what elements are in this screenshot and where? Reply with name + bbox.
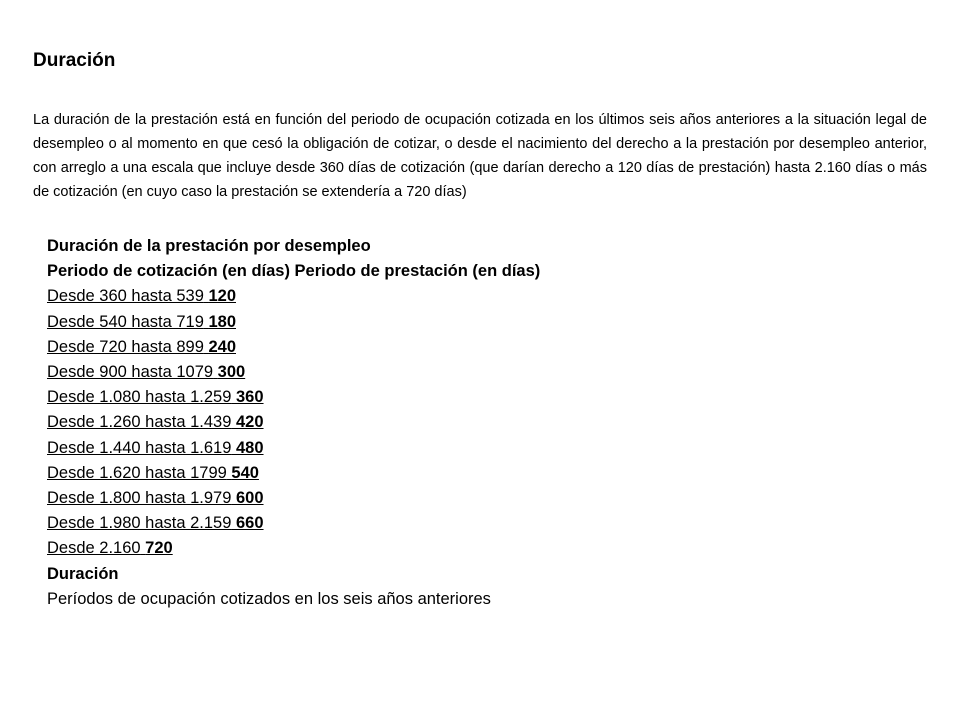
- table-row: [47, 410, 747, 435]
- footer-text: Períodos de ocupación cotizados en los seis años anteriores: [47, 589, 491, 608]
- table-row-link[interactable]: [47, 338, 236, 356]
- table-row: [47, 284, 747, 309]
- row-period: Desde 1.080 hasta 1.259: [47, 388, 232, 407]
- row-period: Desde 1.800 hasta 1.979: [47, 489, 232, 508]
- table-row-link[interactable]: [47, 439, 264, 457]
- table-row-link[interactable]: [47, 413, 264, 431]
- row-days: 420: [236, 413, 264, 432]
- table-row: [47, 360, 747, 385]
- row-days: 720: [145, 539, 173, 558]
- table-row-link[interactable]: [47, 464, 259, 482]
- row-period: Desde 1.260 hasta 1.439: [47, 413, 232, 432]
- row-period: Desde 1.440 hasta 1.619: [47, 438, 232, 457]
- table-row: [47, 436, 747, 461]
- table-row-link[interactable]: [47, 363, 245, 381]
- table-row-link[interactable]: [47, 313, 236, 331]
- row-period: Desde 2.160: [47, 539, 141, 558]
- footer-label: Duración: [47, 564, 119, 583]
- table-row: [47, 310, 747, 335]
- page-title: Duración: [33, 50, 116, 71]
- row-days: 660: [236, 514, 264, 533]
- table-row: [47, 335, 747, 360]
- table-row: [47, 461, 747, 486]
- table-header: Periodo de cotización (en días) Periodo de prestación (en días): [47, 262, 541, 281]
- row-period: Desde 540 hasta 719: [47, 312, 204, 331]
- table-row: [47, 486, 747, 511]
- table-row: [47, 536, 747, 561]
- row-days: 360: [236, 388, 264, 407]
- table-caption: Duración de la prestación por desempleo: [47, 237, 371, 255]
- row-days: 240: [208, 337, 236, 356]
- table-row-link[interactable]: [47, 514, 264, 532]
- row-days: 600: [236, 489, 264, 508]
- row-days: 540: [231, 463, 259, 482]
- table-row: [47, 511, 747, 536]
- table-row: [47, 385, 747, 410]
- row-period: Desde 1.980 hasta 2.159: [47, 514, 232, 533]
- table-row-link[interactable]: [47, 539, 173, 557]
- intro-paragraph: La duración de la prestación está en función del periodo de ocupación cotizada en los últimos seis años anteriores a la situación legal de desempleo o al momento en que cesó la obligación de cotizar, o desde el nacimiento del derecho a la prestación por desempleo anterior, con arreglo a una escala que incluye desde 360 días de cotización (que darían derecho a 120 días de prestación) hasta 2.160 días o más de cotización (en cuyo caso la prestación se extendería a 720 días): [33, 112, 927, 200]
- table-row-link[interactable]: [47, 489, 264, 507]
- table-rows: [47, 284, 747, 561]
- table-row-link[interactable]: [47, 287, 236, 305]
- row-period: Desde 720 hasta 899: [47, 337, 204, 356]
- row-days: 480: [236, 438, 264, 457]
- row-days: 300: [217, 363, 246, 382]
- table-row-link[interactable]: [47, 388, 264, 406]
- duration-table: [47, 234, 747, 612]
- row-period: Desde 360 hasta 539: [47, 287, 204, 306]
- row-days: 180: [208, 312, 236, 331]
- row-period: Desde 900 hasta 1079: [47, 363, 214, 382]
- row-days: 120: [208, 287, 236, 306]
- row-period: Desde 1.620 hasta 1799: [47, 463, 227, 482]
